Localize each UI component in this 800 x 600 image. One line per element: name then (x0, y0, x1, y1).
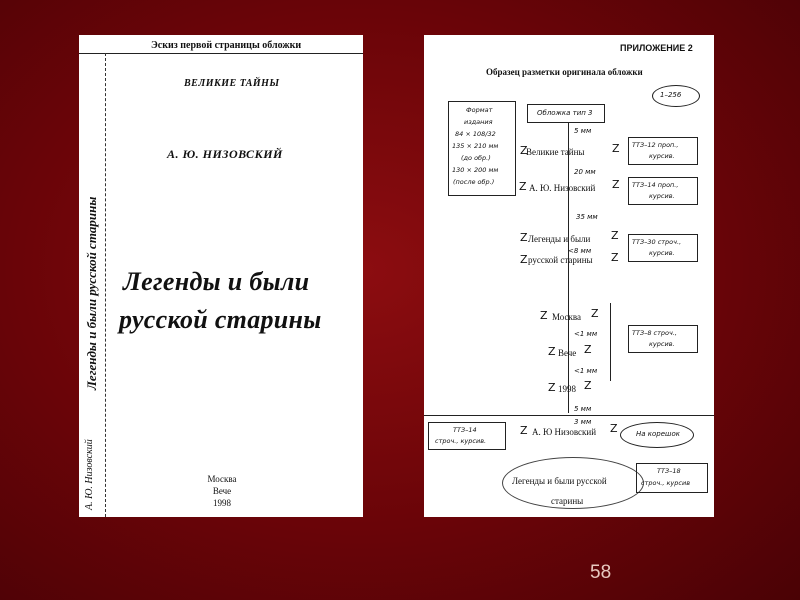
page-range: 1–256 (660, 91, 682, 99)
line-spine-title1: Легенды и были русской (512, 476, 607, 486)
measure-5mm: 5 мм (574, 127, 592, 135)
spec-line: ТТЗ–18 (657, 467, 681, 475)
cover-markup-panel: ПРИЛОЖЕНИЕ 2 Образец разметки оригинала обложки 1–256 Формат издания 84 × 108/32 135 × 210 мм (до обр.) 130 × 200 мм (после обр.) Обложка тип 3 5 мм Великие тайны Z Z ТТЗ–12 проп., курсив. 20 мм А. Ю. Низовский Z Z ТТЗ–14 проп., курсив. 35 мм Легенды и были <8 мм русской старины Z Z Z Z ТТЗ–30 строч., курсив. Москва Z Z <1 мм Вече Z Z <1 мм 1998 Z Z ТТЗ–8 строч., курсив. 5 мм 3 мм ТТЗ–14 строч., курсив. А. Ю Низовский Z Z На корешок Легенды и были русской старины ТТЗ–18 строч., курсив (424, 35, 714, 517)
measure-axis (568, 123, 569, 413)
line-spine-title2: старины (551, 496, 584, 506)
spec-line: ТТЗ–12 проп., (632, 141, 679, 149)
markup-title: Образец разметки оригинала обложки (486, 67, 643, 77)
spec-line: курсив. (649, 340, 675, 348)
spec-line: ТТЗ–8 строч., (632, 329, 677, 337)
format-line: (после обр.) (453, 178, 495, 186)
format-line: 84 × 108/32 (455, 130, 496, 138)
spec-line: ТТЗ–14 проп., (632, 181, 679, 189)
cover-sketch-title: Эскиз первой страницы обложки (151, 40, 302, 51)
line-spine-author: А. Ю Низовский (532, 427, 597, 437)
cover-top-rule (79, 53, 363, 54)
cover-type: Обложка тип 3 (537, 109, 593, 117)
imprint-bracket (610, 303, 611, 381)
cover-city: Москва (207, 474, 237, 484)
cover-type-box (527, 104, 605, 123)
format-line: 135 × 210 мм (452, 142, 499, 150)
spec-box-series (628, 137, 698, 165)
line-title1: Легенды и были (528, 234, 591, 244)
measure-5mm-2: 5 мм (574, 405, 592, 413)
cover-publisher: Вече (212, 486, 232, 496)
cover-sketch-panel (79, 35, 363, 517)
spec-line: ТТЗ–14 (453, 426, 477, 434)
spec-line: строч., курсив. (435, 437, 487, 445)
cover-title-line1: Легенды и были (123, 267, 310, 296)
spec-box-spine-author (428, 422, 506, 450)
measure-3mm: 3 мм (574, 418, 592, 426)
format-line: издания (464, 118, 493, 126)
cover-author: А. Ю. НИЗОВСКИЙ (167, 147, 283, 161)
cover-year: 1998 (213, 498, 231, 508)
measure-1mm: <1 мм (574, 330, 598, 338)
spec-box-author (628, 177, 698, 205)
spine-title-loop (502, 457, 644, 509)
format-line: 130 × 200 мм (452, 166, 499, 174)
format-line: Формат (466, 106, 493, 114)
spine-divider (424, 415, 714, 416)
spec-box-spine-title (636, 463, 708, 493)
spine-title: Легенды и были русской старины (84, 196, 99, 390)
appendix-label: ПРИЛОЖЕНИЕ 2 (620, 43, 693, 53)
cover-title-line2: русской старины (119, 305, 322, 334)
measure-8mm: <8 мм (568, 247, 592, 255)
spine-author: А. Ю. Низовский (84, 439, 95, 510)
line-city: Москва (552, 312, 581, 322)
format-box (448, 101, 516, 196)
measure-35mm: 35 мм (576, 213, 598, 221)
slide-number: 58 (590, 562, 612, 583)
line-series: Великие тайны (526, 147, 585, 157)
format-line: (до обр.) (461, 154, 491, 162)
line-title2: русской старины (528, 255, 593, 265)
spec-line: курсив. (649, 192, 675, 200)
line-year: 1998 (558, 384, 576, 394)
spec-box-title (628, 234, 698, 262)
spec-line: курсив. (649, 152, 675, 160)
spec-line: курсив. (649, 249, 675, 257)
spine-fold-line (105, 53, 106, 517)
spec-line: ТТЗ–30 строч., (632, 238, 682, 246)
line-publisher: Вече (558, 348, 577, 358)
spec-box-imprint (628, 325, 698, 353)
spec-line: строч., курсив (641, 479, 691, 487)
line-author: А. Ю. Низовский (529, 183, 596, 193)
spine-note: На корешок (636, 430, 680, 438)
cover-series: ВЕЛИКИЕ ТАЙНЫ (184, 78, 280, 89)
measure-20mm: 20 мм (574, 168, 596, 176)
measure-1mm-2: <1 мм (574, 367, 598, 375)
